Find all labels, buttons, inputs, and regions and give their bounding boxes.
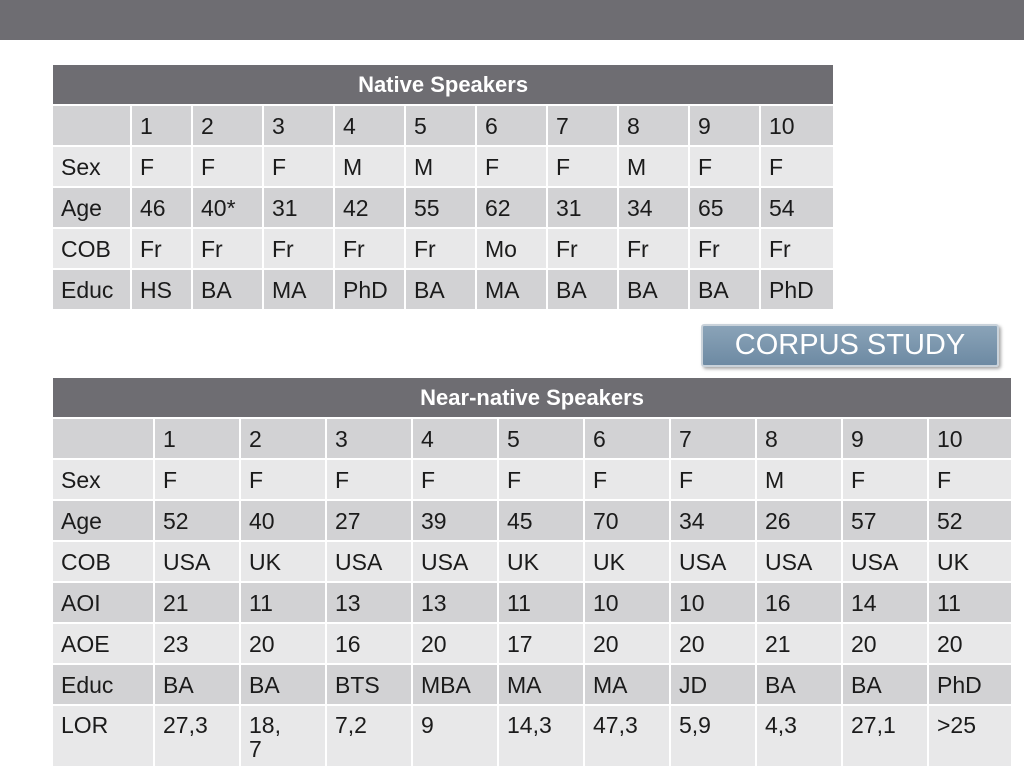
table-cell: 45 xyxy=(498,500,584,541)
native-speakers-table xyxy=(51,63,835,311)
table-cell: F xyxy=(584,459,670,500)
table-row xyxy=(52,582,1012,623)
table-cell: F xyxy=(928,459,1012,500)
table-cell: 7,2 xyxy=(326,705,412,767)
header-cell xyxy=(52,105,131,146)
table-cell: 14,3 xyxy=(498,705,584,767)
table-cell: 46 xyxy=(131,187,192,228)
table-cell: 27,1 xyxy=(842,705,928,767)
table-cell: Fr xyxy=(192,228,263,269)
table-cell: F xyxy=(326,459,412,500)
table-cell: JD xyxy=(670,664,756,705)
table-cell: 18,7 xyxy=(240,705,326,767)
table-cell: 62 xyxy=(476,187,547,228)
header-cell: 8 xyxy=(618,105,689,146)
header-cell: 8 xyxy=(756,418,842,459)
table-cell: Fr xyxy=(131,228,192,269)
table-cell: F xyxy=(760,146,834,187)
table-cell: PhD xyxy=(334,269,405,310)
table-cell: 20 xyxy=(670,623,756,664)
table-row xyxy=(52,187,834,228)
table-cell: F xyxy=(670,459,756,500)
table-cell: PhD xyxy=(760,269,834,310)
header-cell: 10 xyxy=(928,418,1012,459)
table-cell: 16 xyxy=(326,623,412,664)
table-cell: UK xyxy=(498,541,584,582)
table-cell: 65 xyxy=(689,187,760,228)
table-cell: USA xyxy=(670,541,756,582)
table-cell: F xyxy=(412,459,498,500)
header-cell: 4 xyxy=(334,105,405,146)
table-cell: F xyxy=(154,459,240,500)
table-cell: 11 xyxy=(240,582,326,623)
table-cell: 21 xyxy=(154,582,240,623)
table-cell: Fr xyxy=(263,228,334,269)
table-cell: 20 xyxy=(412,623,498,664)
table-cell: 20 xyxy=(240,623,326,664)
table-row xyxy=(52,146,834,187)
row-label: Sex xyxy=(52,146,131,187)
table-cell: Fr xyxy=(689,228,760,269)
header-cell: 3 xyxy=(326,418,412,459)
header-cell: 3 xyxy=(263,105,334,146)
header-cell: 7 xyxy=(547,105,618,146)
header-cell: 10 xyxy=(760,105,834,146)
table-cell: BA xyxy=(689,269,760,310)
table-cell: 34 xyxy=(670,500,756,541)
row-label: AOI xyxy=(52,582,154,623)
table-cell: F xyxy=(192,146,263,187)
table-cell: 27,3 xyxy=(154,705,240,767)
table-cell: F xyxy=(547,146,618,187)
table-cell: USA xyxy=(412,541,498,582)
table-cell: M xyxy=(405,146,476,187)
table-cell: HS xyxy=(131,269,192,310)
table-row xyxy=(52,705,1012,767)
table-cell: 52 xyxy=(928,500,1012,541)
row-label: COB xyxy=(52,541,154,582)
table-cell: PhD xyxy=(928,664,1012,705)
table-cell: 20 xyxy=(928,623,1012,664)
table-cell: 16 xyxy=(756,582,842,623)
header-cell: 7 xyxy=(670,418,756,459)
table-cell: 70 xyxy=(584,500,670,541)
table-cell: USA xyxy=(326,541,412,582)
table-cell: 42 xyxy=(334,187,405,228)
table-cell: BA xyxy=(240,664,326,705)
table-cell: F xyxy=(498,459,584,500)
table-cell: 21 xyxy=(756,623,842,664)
table-row xyxy=(52,664,1012,705)
table-cell: F xyxy=(842,459,928,500)
table-cell: Fr xyxy=(618,228,689,269)
table-cell: 9 xyxy=(412,705,498,767)
header-cell: 9 xyxy=(689,105,760,146)
table-cell: F xyxy=(240,459,326,500)
table-cell: 23 xyxy=(154,623,240,664)
table-cell: Mo xyxy=(476,228,547,269)
table-cell: MA xyxy=(584,664,670,705)
row-label: AOE xyxy=(52,623,154,664)
table-cell: >25 xyxy=(928,705,1012,767)
table-cell: MA xyxy=(263,269,334,310)
native-header-row xyxy=(52,105,834,146)
table-cell: USA xyxy=(842,541,928,582)
table-cell: BA xyxy=(405,269,476,310)
header-cell: 5 xyxy=(405,105,476,146)
row-label: Educ xyxy=(52,269,131,310)
table-cell: 14 xyxy=(842,582,928,623)
table-cell: 31 xyxy=(547,187,618,228)
header-cell: 2 xyxy=(192,105,263,146)
table-cell: 52 xyxy=(154,500,240,541)
table-cell: BA xyxy=(756,664,842,705)
table-cell: BA xyxy=(618,269,689,310)
table-cell: USA xyxy=(756,541,842,582)
table-cell: Fr xyxy=(547,228,618,269)
header-cell: 1 xyxy=(131,105,192,146)
table-cell: BA xyxy=(547,269,618,310)
table-cell: BA xyxy=(842,664,928,705)
near-native-table-title: Near-native Speakers xyxy=(52,377,1012,418)
table-cell: Fr xyxy=(334,228,405,269)
table-cell: 11 xyxy=(498,582,584,623)
table-cell: 17 xyxy=(498,623,584,664)
table-cell: 10 xyxy=(584,582,670,623)
table-cell: 55 xyxy=(405,187,476,228)
table-cell: 54 xyxy=(760,187,834,228)
table-cell: F xyxy=(263,146,334,187)
header-cell xyxy=(52,418,154,459)
table-cell: MBA xyxy=(412,664,498,705)
table-cell: 40 xyxy=(240,500,326,541)
table-cell: 20 xyxy=(584,623,670,664)
header-cell: 1 xyxy=(154,418,240,459)
table-row xyxy=(52,541,1012,582)
header-cell: 5 xyxy=(498,418,584,459)
table-cell: UK xyxy=(928,541,1012,582)
table-cell: M xyxy=(618,146,689,187)
row-label: Age xyxy=(52,187,131,228)
table-cell: 10 xyxy=(670,582,756,623)
table-cell: 39 xyxy=(412,500,498,541)
table-cell: F xyxy=(476,146,547,187)
table-row xyxy=(52,228,834,269)
corpus-study-button[interactable]: CORPUS STUDY xyxy=(701,324,999,367)
table-row xyxy=(52,459,1012,500)
row-label: Educ xyxy=(52,664,154,705)
table-cell: BTS xyxy=(326,664,412,705)
table-cell: 34 xyxy=(618,187,689,228)
table-row xyxy=(52,500,1012,541)
header-cell: 6 xyxy=(476,105,547,146)
near-native-speakers-table xyxy=(51,376,1013,768)
table-cell: 13 xyxy=(326,582,412,623)
table-cell: 26 xyxy=(756,500,842,541)
header-cell: 9 xyxy=(842,418,928,459)
header-cell: 6 xyxy=(584,418,670,459)
row-label: Age xyxy=(52,500,154,541)
table-cell: MA xyxy=(476,269,547,310)
table-cell: MA xyxy=(498,664,584,705)
near-native-header-row xyxy=(52,418,1012,459)
table-cell: BA xyxy=(192,269,263,310)
table-cell: Fr xyxy=(760,228,834,269)
header-cell: 2 xyxy=(240,418,326,459)
table-cell: 47,3 xyxy=(584,705,670,767)
table-cell: 57 xyxy=(842,500,928,541)
row-label: LOR xyxy=(52,705,154,767)
table-cell: 13 xyxy=(412,582,498,623)
table-cell: Fr xyxy=(405,228,476,269)
table-cell: 40* xyxy=(192,187,263,228)
table-row xyxy=(52,269,834,310)
table-cell: 31 xyxy=(263,187,334,228)
table-cell: F xyxy=(131,146,192,187)
table-cell: F xyxy=(689,146,760,187)
header-cell: 4 xyxy=(412,418,498,459)
top-header-bar xyxy=(0,0,1024,40)
table-cell: UK xyxy=(584,541,670,582)
table-cell: 4,3 xyxy=(756,705,842,767)
table-cell: 20 xyxy=(842,623,928,664)
table-cell: M xyxy=(756,459,842,500)
table-cell: 11 xyxy=(928,582,1012,623)
table-cell: BA xyxy=(154,664,240,705)
row-label: COB xyxy=(52,228,131,269)
row-label: Sex xyxy=(52,459,154,500)
table-cell: UK xyxy=(240,541,326,582)
table-row xyxy=(52,623,1012,664)
table-cell: M xyxy=(334,146,405,187)
native-table-title: Native Speakers xyxy=(52,64,834,105)
table-cell: USA xyxy=(154,541,240,582)
table-cell: 5,9 xyxy=(670,705,756,767)
table-cell: 27 xyxy=(326,500,412,541)
